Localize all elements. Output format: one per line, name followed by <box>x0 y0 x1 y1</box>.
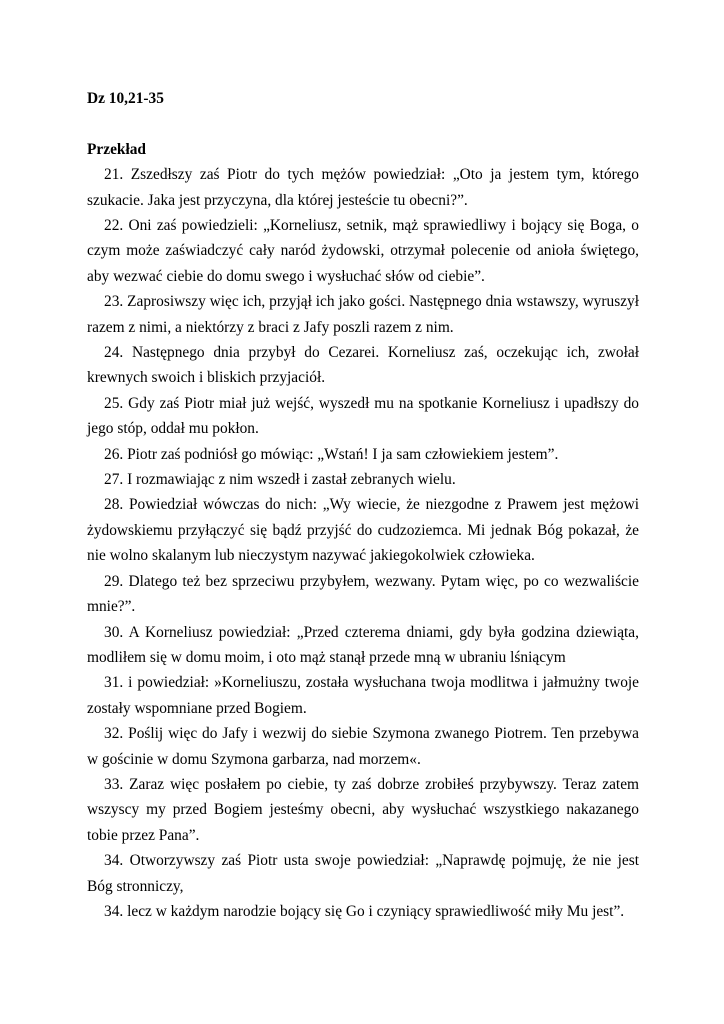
verse-34: 34. Otworzywszy zaś Piotr usta swoje powiedział: „Naprawdę pojmuję, że nie jest Bóg stronniczy, <box>87 852 639 895</box>
verse-21: 21. Zszedłszy zaś Piotr do tych mężów powiedział: „Oto ja jestem tym, którego szukacie. Jaka jest przyczyna, dla której jesteście tu obecni?”. <box>87 166 639 209</box>
verse-list <box>87 162 639 924</box>
verse-31: 31. i powiedział: »Korneliuszu, została wysłuchana twoja modlitwa i jałmużny twoje zostały wspomniane przed Bogiem. <box>87 674 639 717</box>
verse-23: 23. Zaprosiwszy więc ich, przyjął ich jako gości. Następnego dnia wstawszy, wyruszył razem z nimi, a niektórzy z braci z Jafy poszli razem z nim. <box>87 293 639 336</box>
passage-reference: Dz 10,21-35 <box>87 90 164 107</box>
verse-26: 26. Piotr zaś podniósł go mówiąc: „Wstań! I ja sam człowiekiem jestem”. <box>104 445 559 463</box>
verse-27: 27. I rozmawiając z nim wszedł i zastał zebranych wielu. <box>104 471 456 489</box>
verse-28: 28. Powiedział wówczas do nich: „Wy wiecie, że niezgodne z Prawem jest mężowi żydowskiemu przyłączyć się bądź przyjść do cudzoziemca. Mi jednak Bóg pokazał, że nie wolno skalanym lub nieczystym nazywać jakiegokolwiek człowieka. <box>87 496 639 565</box>
document-page <box>87 86 639 924</box>
verse-29: 29. Dlatego też bez sprzeciwu przybyłem, wezwany. Pytam więc, po co wezwaliście mnie?”. <box>87 572 639 616</box>
section-title: Przekład <box>87 140 146 158</box>
verse-22: 22. Oni zaś powiedzieli: „Korneliusz, setnik, mąż sprawiedliwy i bojący się Boga, o czym może zaświadczyć cały naród żydowski, otrzymał polecenie od anioła świętego, aby wezwać ciebie do domu swego i wysłuchać słów od ciebie”. <box>87 217 639 285</box>
verse-24: 24. Następnego dnia przybył do Cezarei. Korneliusz zaś, oczekując ich, zwołał krewnych swoich i bliskich przyjaciół. <box>87 344 639 387</box>
verse-30: 30. A Korneliusz powiedział: „Przed czterema dniami, gdy była godzina dziewiąta, modliłem się w domu moim, i oto mąż stanął przede mną w ubraniu lśniącym <box>87 623 639 666</box>
verse-33: 33. Zaraz więc posłałem po ciebie, ty zaś dobrze zrobiłeś przybywszy. Teraz zatem wszyscy my przed Bogiem jesteśmy obecni, aby wysłuchać wszystkiego nakazanego tobie przez Pana”. <box>87 775 639 844</box>
verse-25: 25. Gdy zaś Piotr miał już wejść, wyszedł mu na spotkanie Korneliusz i upadłszy do jego stóp, oddał mu pokłon. <box>87 394 639 438</box>
verse-32: 32. Poślij więc do Jafy i wezwij do siebie Szymona zwanego Piotrem. Ten przebywa w gościnie w domu Szymona garbarza, nad morzem«. <box>87 725 639 768</box>
verse-35: 34. lecz w każdym narodzie bojący się Go i czyniący sprawiedliwość miły Mu jest”. <box>104 902 625 920</box>
